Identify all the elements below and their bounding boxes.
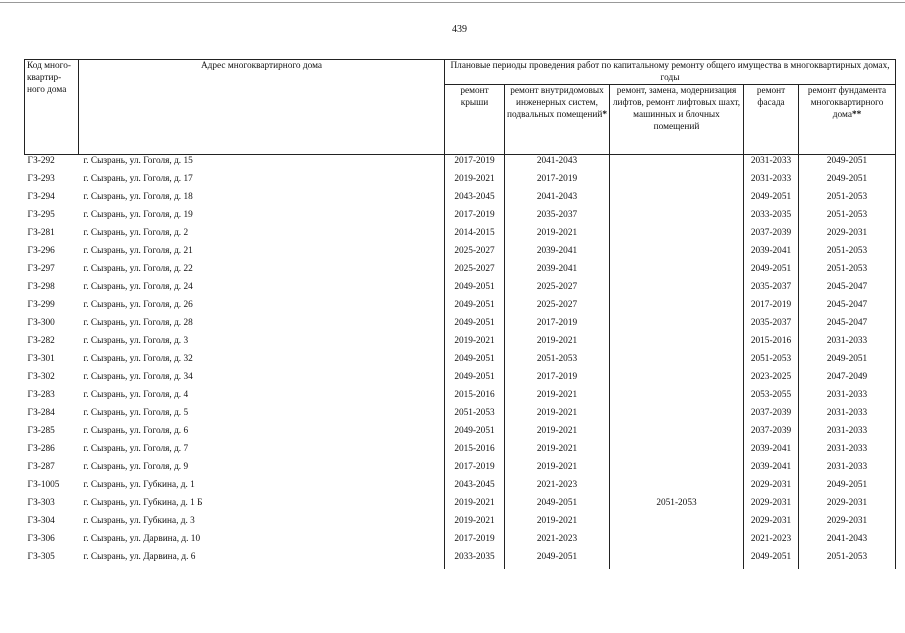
cell-foundation-period: 2045-2047 — [799, 281, 896, 299]
cell-house-code: ГЗ-300 — [27, 318, 55, 328]
header-foundation-footnote-mark: ** — [851, 110, 862, 120]
cell-roof-period: 2015-2016 — [445, 443, 505, 461]
cell-elevator-period — [610, 263, 744, 281]
cell-house-code: ГЗ-287 — [27, 462, 55, 472]
cell-address: г. Сызрань, ул. Дарвина, д. 6 — [83, 552, 196, 562]
cell-roof-period: 2049-2051 — [445, 371, 505, 389]
cell-roof-period: 2051-2053 — [445, 407, 505, 425]
cell-elevator-period — [610, 443, 744, 461]
cell-house-code: ГЗ-305 — [27, 552, 55, 562]
cell-roof-period: 2025-2027 — [445, 245, 505, 263]
cell-house-code: ГЗ-304 — [27, 516, 55, 526]
header-address: Адрес многоквартирного дома — [79, 60, 445, 155]
cell-foundation-period: 2031-2033 — [799, 443, 896, 461]
cell-address: г. Сызрань, ул. Гоголя, д. 5 — [83, 408, 189, 418]
cell-elevator-period — [610, 551, 744, 569]
cell-facade-period: 2031-2033 — [744, 155, 799, 174]
cell-house-code: ГЗ-302 — [27, 372, 55, 382]
cell-foundation-period: 2049-2051 — [799, 173, 896, 191]
cell-engineering-period: 2019-2021 — [505, 461, 610, 479]
cell-foundation-period: 2045-2047 — [799, 317, 896, 335]
cell-house-code: ГЗ-295 — [27, 210, 55, 220]
cell-foundation-period: 2051-2053 — [799, 191, 896, 209]
cell-elevator-period — [610, 335, 744, 353]
cell-engineering-period: 2049-2051 — [505, 497, 610, 515]
cell-foundation-period: 2049-2051 — [799, 155, 896, 174]
table-row — [25, 191, 896, 209]
cell-elevator-period — [610, 173, 744, 191]
table-row — [25, 461, 896, 479]
cell-engineering-period: 2017-2019 — [505, 371, 610, 389]
cell-engineering-period: 2017-2019 — [505, 317, 610, 335]
table-row — [25, 299, 896, 317]
cell-facade-period: 2033-2035 — [744, 209, 799, 227]
cell-elevator-period — [610, 227, 744, 245]
cell-engineering-period: 2017-2019 — [505, 173, 610, 191]
cell-address: г. Сызрань, ул. Гоголя, д. 26 — [83, 300, 193, 310]
table-row — [25, 389, 896, 407]
cell-foundation-period: 2031-2033 — [799, 425, 896, 443]
cell-engineering-period: 2025-2027 — [505, 299, 610, 317]
table-row — [25, 353, 896, 371]
cell-engineering-period: 2049-2051 — [505, 551, 610, 569]
table-row — [25, 515, 896, 533]
cell-house-code: ГЗ-286 — [27, 444, 55, 454]
header-engineering-repair — [505, 85, 610, 155]
cell-address: г. Сызрань, ул. Гоголя, д. 18 — [83, 192, 193, 202]
cell-facade-period: 2049-2051 — [744, 191, 799, 209]
table-row — [25, 263, 896, 281]
cell-address: г. Сызрань, ул. Гоголя, д. 7 — [83, 444, 189, 454]
cell-house-code: ГЗ-282 — [27, 336, 55, 346]
header-elevator-repair: ремонт, замена, модернизация лифтов, ремонт лифтовых шахт, машинных и блочных помещений — [610, 85, 744, 155]
header-roof-repair: ремонт крыши — [445, 85, 505, 155]
cell-house-code: ГЗ-283 — [27, 390, 55, 400]
cell-foundation-period: 2031-2033 — [799, 389, 896, 407]
cell-facade-period: 2029-2031 — [744, 515, 799, 533]
cell-facade-period: 2039-2041 — [744, 461, 799, 479]
cell-address: г. Сызрань, ул. Гоголя, д. 4 — [83, 390, 189, 400]
cell-facade-period: 2023-2025 — [744, 371, 799, 389]
cell-engineering-period: 2019-2021 — [505, 515, 610, 533]
cell-engineering-period: 2051-2053 — [505, 353, 610, 371]
cell-engineering-period: 2019-2021 — [505, 227, 610, 245]
cell-address: г. Сызрань, ул. Дарвина, д. 10 — [83, 534, 201, 544]
table-row — [25, 335, 896, 353]
table-row — [25, 443, 896, 461]
cell-foundation-period: 2045-2047 — [799, 299, 896, 317]
cell-elevator-period — [610, 353, 744, 371]
cell-facade-period: 2015-2016 — [744, 335, 799, 353]
cell-elevator-period — [610, 461, 744, 479]
cell-house-code: ГЗ-294 — [27, 192, 55, 202]
cell-address: г. Сызрань, ул. Гоголя, д. 24 — [83, 282, 193, 292]
cell-house-code: ГЗ-303 — [27, 498, 55, 508]
cell-foundation-period: 2029-2031 — [799, 227, 896, 245]
cell-house-code: ГЗ-281 — [27, 228, 55, 238]
header-facade-repair: ремонт фасада — [744, 85, 799, 155]
cell-foundation-period: 2051-2053 — [799, 245, 896, 263]
cell-elevator-period — [610, 245, 744, 263]
cell-address: г. Сызрань, ул. Гоголя, д. 9 — [83, 462, 189, 472]
cell-roof-period: 2017-2019 — [445, 533, 505, 551]
cell-house-code: ГЗ-285 — [27, 426, 55, 436]
cell-house-code: ГЗ-306 — [27, 534, 55, 544]
cell-house-code: ГЗ-284 — [27, 408, 55, 418]
cell-facade-period: 2031-2033 — [744, 173, 799, 191]
cell-facade-period: 2053-2055 — [744, 389, 799, 407]
cell-elevator-period — [610, 533, 744, 551]
header-house-code: Код много-квартир-ного дома — [25, 60, 79, 155]
cell-roof-period: 2033-2035 — [445, 551, 505, 569]
cell-foundation-period: 2049-2051 — [799, 479, 896, 497]
cell-engineering-period: 2035-2037 — [505, 209, 610, 227]
cell-facade-period: 2039-2041 — [744, 443, 799, 461]
table-row — [25, 371, 896, 389]
cell-foundation-period: 2051-2053 — [799, 551, 896, 569]
cell-roof-period: 2049-2051 — [445, 317, 505, 335]
header-planned-periods: Плановые периоды проведения работ по капитальному ремонту общего имущества в многоквартирных домах, годы — [445, 60, 896, 85]
cell-roof-period: 2017-2019 — [445, 209, 505, 227]
cell-elevator-period — [610, 407, 744, 425]
header-foundation-repair — [799, 85, 896, 155]
cell-facade-period: 2037-2039 — [744, 227, 799, 245]
cell-engineering-period: 2041-2043 — [505, 191, 610, 209]
cell-roof-period: 2015-2016 — [445, 389, 505, 407]
header-foundation-label: ремонт фундамента многоквартирного дома — [807, 86, 887, 120]
cell-house-code: ГЗ-298 — [27, 282, 55, 292]
cell-elevator-period — [610, 317, 744, 335]
cell-house-code: ГЗ-1005 — [27, 480, 60, 490]
cell-engineering-period: 2039-2041 — [505, 263, 610, 281]
cell-address: г. Сызрань, ул. Губкина, д. 1 — [83, 480, 195, 490]
cell-engineering-period: 2019-2021 — [505, 335, 610, 353]
cell-foundation-period: 2051-2053 — [799, 263, 896, 281]
cell-engineering-period: 2019-2021 — [505, 389, 610, 407]
cell-engineering-period: 2039-2041 — [505, 245, 610, 263]
table-row — [25, 173, 896, 191]
cell-elevator-period — [610, 209, 744, 227]
cell-foundation-period: 2029-2031 — [799, 515, 896, 533]
page-number: 439 — [452, 24, 467, 35]
cell-address: г. Сызрань, ул. Гоголя, д. 21 — [83, 246, 193, 256]
cell-house-code: ГЗ-292 — [27, 156, 55, 166]
cell-roof-period: 2043-2045 — [445, 191, 505, 209]
cell-elevator-period — [610, 281, 744, 299]
top-rule — [0, 2, 905, 3]
table-row — [25, 317, 896, 335]
cell-address: г. Сызрань, ул. Гоголя, д. 19 — [83, 210, 193, 220]
table-row — [25, 551, 896, 569]
header-engineering-footnote-mark: * — [602, 110, 607, 120]
table-row — [25, 209, 896, 227]
cell-engineering-period: 2019-2021 — [505, 443, 610, 461]
cell-foundation-period: 2031-2033 — [799, 335, 896, 353]
table-row — [25, 497, 896, 515]
cell-foundation-period: 2041-2043 — [799, 533, 896, 551]
cell-foundation-period: 2047-2049 — [799, 371, 896, 389]
cell-roof-period: 2049-2051 — [445, 281, 505, 299]
cell-address: г. Сызрань, ул. Гоголя, д. 32 — [83, 354, 193, 364]
table-body — [25, 155, 896, 570]
cell-facade-period: 2035-2037 — [744, 281, 799, 299]
cell-foundation-period: 2029-2031 — [799, 497, 896, 515]
table-row — [25, 155, 896, 174]
capital-repair-schedule-table — [24, 59, 896, 569]
cell-facade-period: 2029-2031 — [744, 479, 799, 497]
cell-roof-period: 2017-2019 — [445, 461, 505, 479]
cell-elevator-period — [610, 155, 744, 174]
cell-address: г. Сызрань, ул. Гоголя, д. 2 — [83, 228, 189, 238]
cell-facade-period: 2051-2053 — [744, 353, 799, 371]
cell-elevator-period — [610, 389, 744, 407]
cell-elevator-period — [610, 191, 744, 209]
cell-engineering-period: 2019-2021 — [505, 407, 610, 425]
cell-address: г. Сызрань, ул. Губкина, д. 1 Б — [83, 498, 203, 508]
cell-facade-period: 2035-2037 — [744, 317, 799, 335]
cell-foundation-period: 2031-2033 — [799, 461, 896, 479]
cell-roof-period: 2019-2021 — [445, 335, 505, 353]
cell-address: г. Сызрань, ул. Гоголя, д. 3 — [83, 336, 189, 346]
cell-roof-period: 2014-2015 — [445, 227, 505, 245]
table-row — [25, 425, 896, 443]
table-row — [25, 407, 896, 425]
cell-roof-period: 2025-2027 — [445, 263, 505, 281]
cell-house-code: ГЗ-301 — [27, 354, 55, 364]
cell-elevator-period: 2051-2053 — [610, 497, 744, 515]
cell-address: г. Сызрань, ул. Гоголя, д. 34 — [83, 372, 193, 382]
cell-address: г. Сызрань, ул. Губкина, д. 3 — [83, 516, 195, 526]
cell-facade-period: 2017-2019 — [744, 299, 799, 317]
cell-address: г. Сызрань, ул. Гоголя, д. 28 — [83, 318, 193, 328]
cell-elevator-period — [610, 479, 744, 497]
table-row — [25, 245, 896, 263]
cell-roof-period: 2049-2051 — [445, 353, 505, 371]
cell-engineering-period: 2021-2023 — [505, 533, 610, 551]
cell-engineering-period: 2041-2043 — [505, 155, 610, 174]
cell-house-code: ГЗ-299 — [27, 300, 55, 310]
cell-address: г. Сызрань, ул. Гоголя, д. 6 — [83, 426, 189, 436]
cell-foundation-period: 2051-2053 — [799, 209, 896, 227]
table-row — [25, 479, 896, 497]
cell-roof-period: 2019-2021 — [445, 515, 505, 533]
cell-address: г. Сызрань, ул. Гоголя, д. 22 — [83, 264, 193, 274]
cell-facade-period: 2021-2023 — [744, 533, 799, 551]
cell-facade-period: 2049-2051 — [744, 263, 799, 281]
cell-facade-period: 2039-2041 — [744, 245, 799, 263]
cell-engineering-period: 2021-2023 — [505, 479, 610, 497]
cell-facade-period: 2037-2039 — [744, 407, 799, 425]
cell-facade-period: 2049-2051 — [744, 551, 799, 569]
cell-foundation-period: 2049-2051 — [799, 353, 896, 371]
cell-elevator-period — [610, 515, 744, 533]
cell-elevator-period — [610, 425, 744, 443]
cell-house-code: ГЗ-293 — [27, 174, 55, 184]
cell-facade-period: 2037-2039 — [744, 425, 799, 443]
cell-roof-period: 2049-2051 — [445, 425, 505, 443]
cell-address: г. Сызрань, ул. Гоголя, д. 15 — [83, 156, 193, 166]
table-row — [25, 281, 896, 299]
cell-facade-period: 2029-2031 — [744, 497, 799, 515]
cell-foundation-period: 2031-2033 — [799, 407, 896, 425]
cell-roof-period: 2049-2051 — [445, 299, 505, 317]
cell-house-code: ГЗ-297 — [27, 264, 55, 274]
cell-roof-period: 2019-2021 — [445, 497, 505, 515]
cell-house-code: ГЗ-296 — [27, 246, 55, 256]
cell-engineering-period: 2025-2027 — [505, 281, 610, 299]
header-engineering-label: ремонт внутридомовых инженерных систем, подвальных помещений — [507, 86, 604, 120]
table-row — [25, 227, 896, 245]
table-row — [25, 533, 896, 551]
cell-roof-period: 2017-2019 — [445, 155, 505, 174]
cell-elevator-period — [610, 371, 744, 389]
cell-elevator-period — [610, 299, 744, 317]
cell-engineering-period: 2019-2021 — [505, 425, 610, 443]
cell-address: г. Сызрань, ул. Гоголя, д. 17 — [83, 174, 193, 184]
cell-roof-period: 2043-2045 — [445, 479, 505, 497]
cell-roof-period: 2019-2021 — [445, 173, 505, 191]
